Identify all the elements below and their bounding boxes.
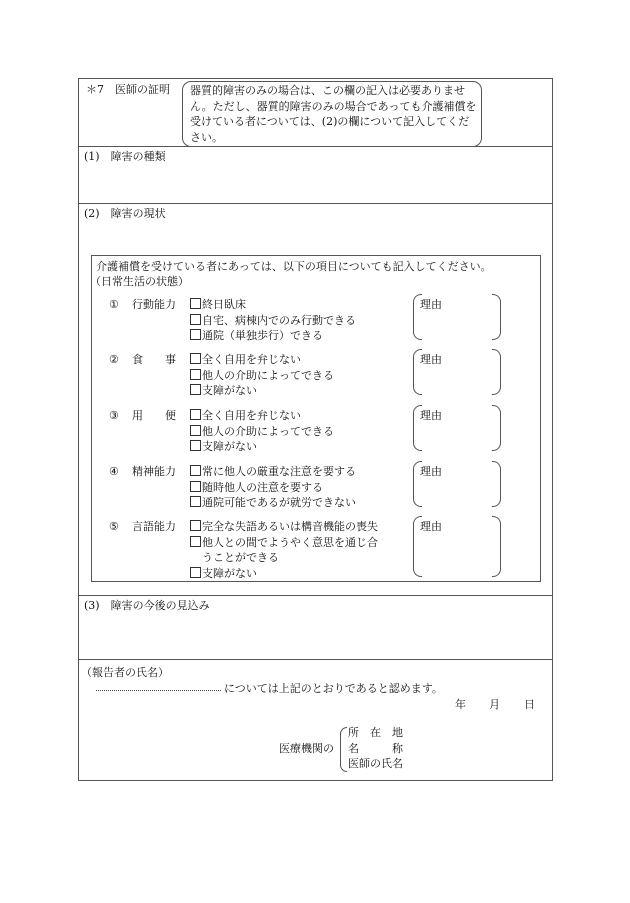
option-row[interactable] [190, 439, 334, 455]
item-name: 言語能力 [132, 520, 176, 533]
institution-brace [340, 727, 347, 772]
option-row[interactable] [190, 313, 356, 329]
option-label: 通院（単独歩行）できる [202, 329, 323, 342]
item-options [190, 352, 334, 399]
institution-name-label: 名 称 [348, 742, 403, 755]
certify-text: については上記のとおりであると認めます。 [224, 682, 443, 695]
option-label: 通院可能であるが就労できない [202, 496, 356, 509]
option-row[interactable] [190, 535, 378, 551]
inner-heading: 介護補償を受けている者にあっては、以下の項目についても記入してください。 [96, 260, 492, 273]
day-label: 日 [524, 698, 535, 711]
item-number: ① [109, 298, 119, 311]
item-number: ② [109, 353, 119, 366]
checkbox[interactable] [190, 314, 201, 325]
option-label: 他人の介助によってできる [202, 368, 334, 382]
row3-label: (3) 障害の今後の見込み [84, 599, 210, 612]
note-text: 器質的障害のみの場合は、この欄の記入は必要ありません。ただし、器質的障害のみの場合であっても介護補償を受けている者については、(2)の欄について記入してください。 [190, 84, 477, 144]
option-label: 全く自用を弁じない [202, 409, 301, 422]
item-name: 食 事 [132, 353, 176, 366]
reason-label: 理由 [420, 520, 442, 533]
inner-subheading: （日常生活の状態） [90, 275, 189, 288]
address-label: 所 在 地 [348, 726, 403, 739]
reason-label: 理由 [420, 298, 442, 311]
item-options [190, 297, 356, 344]
year-label: 年 [455, 698, 466, 711]
month-label: 月 [489, 698, 500, 711]
reason-bracket-right [492, 516, 501, 577]
checkbox[interactable] [190, 353, 201, 364]
reason-label: 理由 [420, 409, 442, 422]
option-label: 全く自用を弁じない [202, 353, 301, 366]
item-number: ④ [109, 465, 119, 478]
option-label: 自宅、病棟内でのみ行動できる [202, 313, 356, 327]
item-name: 行動能力 [132, 298, 176, 311]
row-divider [78, 659, 552, 660]
reporter-name-field[interactable] [96, 690, 221, 691]
option-label: 支障がない [202, 566, 257, 580]
checkbox[interactable] [190, 409, 201, 420]
option-row[interactable] [190, 297, 356, 313]
reason-label: 理由 [420, 353, 442, 366]
option-row[interactable] [190, 352, 334, 368]
option-row[interactable] [190, 424, 334, 440]
option-label: 常に他人の厳重な注意を要する [202, 465, 356, 478]
option-row[interactable] [190, 328, 356, 344]
checkbox[interactable] [190, 567, 201, 578]
checkbox[interactable] [190, 496, 201, 507]
option-row[interactable] [190, 495, 356, 511]
reason-bracket-right [492, 461, 501, 507]
option-row[interactable] [190, 519, 378, 535]
option-row[interactable] [190, 464, 356, 480]
option-label: 他人との間でようやく意思を通じ合 [202, 535, 378, 549]
checkbox[interactable] [190, 481, 201, 492]
checkbox[interactable] [190, 425, 201, 436]
checkbox[interactable] [190, 329, 201, 340]
row-divider [78, 595, 552, 596]
option-row[interactable] [190, 383, 334, 399]
row-divider [78, 203, 552, 204]
doctor-name-label: 医師の氏名 [348, 757, 403, 770]
option-label: 支障がない [202, 440, 257, 453]
item-name: 用 便 [132, 409, 176, 422]
option-continuation [190, 550, 378, 566]
item-options [190, 408, 334, 455]
checkbox[interactable] [190, 384, 201, 395]
reason-bracket-right [492, 349, 501, 395]
option-row[interactable] [190, 368, 334, 384]
row2-label: (2) 障害の現状 [84, 207, 166, 220]
option-label: 完全な失語あるいは構音機能の喪失 [202, 520, 378, 533]
row1-label: (1) 障害の種類 [84, 150, 166, 163]
option-label: 終日臥床 [202, 298, 246, 311]
checkbox[interactable] [190, 465, 201, 476]
reason-bracket-right [492, 294, 501, 340]
option-label: 他人の介助によってできる [202, 424, 334, 438]
item-options [190, 519, 378, 581]
checkbox[interactable] [190, 369, 201, 380]
option-row[interactable] [190, 566, 378, 582]
option-row[interactable] [190, 480, 356, 496]
reporter-label: （報告者の氏名） [81, 666, 169, 679]
checkbox[interactable] [190, 520, 201, 531]
item-name: 精神能力 [132, 465, 176, 478]
checkbox[interactable] [190, 536, 201, 547]
checkbox[interactable] [190, 440, 201, 451]
reason-bracket-right [492, 405, 501, 451]
option-label: うことができる [202, 551, 279, 564]
option-row[interactable] [190, 408, 334, 424]
section7-label: ＊7 医師の証明 [86, 83, 170, 96]
item-options [190, 464, 356, 511]
item-number: ③ [109, 409, 119, 422]
option-label: 支障がない [202, 384, 257, 397]
checkbox[interactable] [190, 298, 201, 309]
institution-label: 医療機関の [279, 742, 334, 755]
reason-label: 理由 [420, 465, 442, 478]
option-label: 随時他人の注意を要する [202, 480, 323, 494]
item-number: ⑤ [109, 520, 119, 533]
